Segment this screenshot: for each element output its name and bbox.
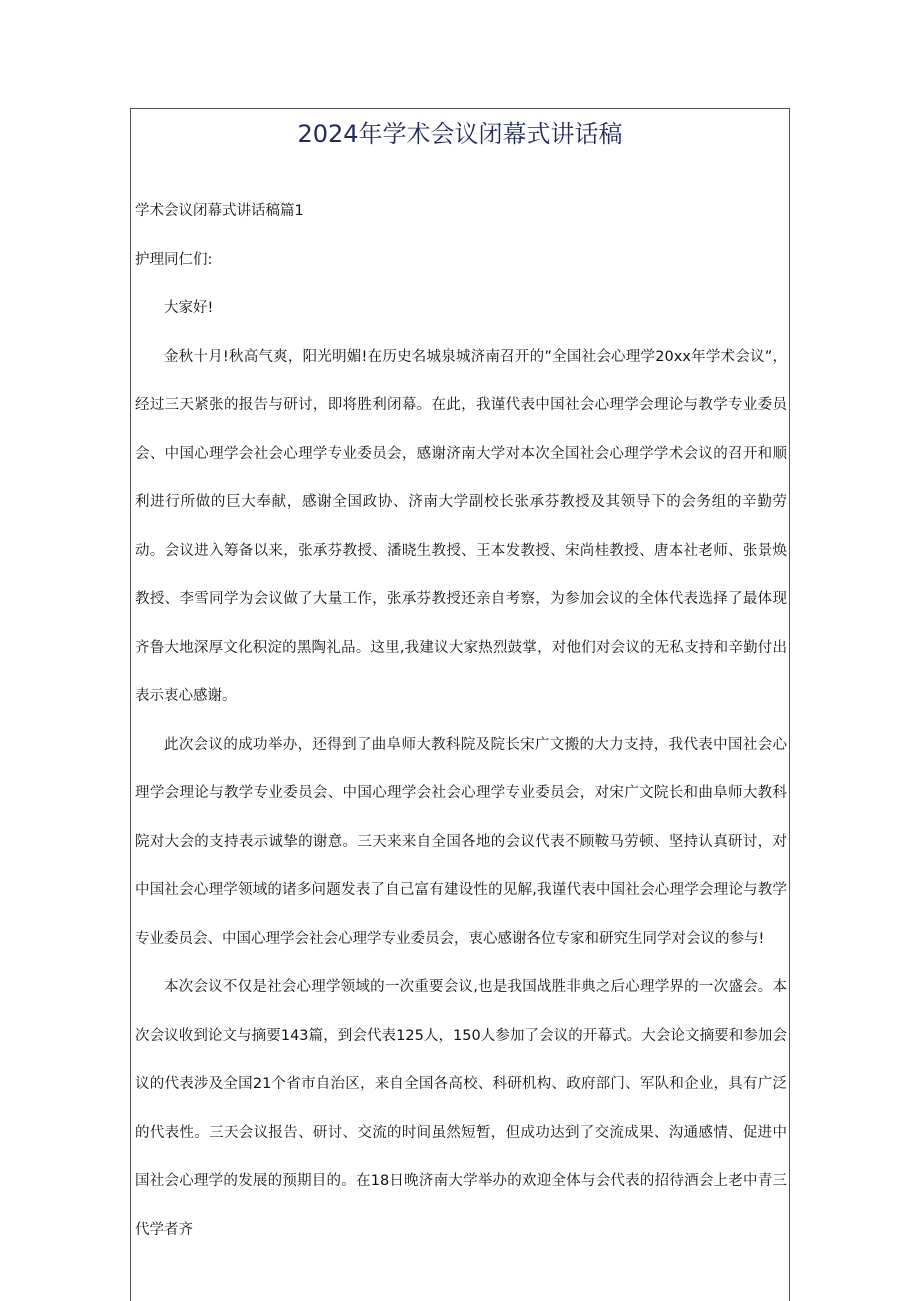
paragraph-1: 金秋十月!秋高气爽，阳光明媚!在历史名城泉城济南召开的”全国社会心理学20xx年学术会议”，经过三天紧张的报告与研讨，即将胜利闭幕。在此，我谨代表中国社会心理学会理论与教学专业委员会、中国心理学会社会心理学专业委员会，感谢济南大学对本次全国社会心理学学术会议的召开和顺利进行所做的巨大奉献，感谢全国政协、济南大学副校长张承芬教授及其领导下的会务组的辛勤劳动。会议进入筹备以来，张承芬教授、潘晓生教授、王本发教授、宋尚桂教授、唐本社老师、张景焕教授、李雪同学为会议做了大量工作，张承芬教授还亲自考察，为参加会议的全体代表选择了最体现齐鲁大地深厚文化积淀的黑陶礼品。这里,我建议大家热烈鼓掌，对他们对会议的无私支持和辛勤付出表示衷心感谢。 [135, 348, 787, 704]
salutation: 护理同仁们: [135, 251, 213, 268]
greeting: 大家好! [164, 300, 214, 316]
document-title: 2024年学术会议闭幕式讲话稿 [297, 120, 623, 148]
document-body [135, 187, 787, 1254]
paragraph-3: 本次会议不仅是社会心理学领域的一次重要会议,也是我国战胜非典之后心理学界的一次盛会。本次会议收到论文与摘要143篇，到会代表125人，150人参加了会议的开幕式。大会论文摘要和参加会议的代表涉及全国21个省市自治区，来自全国各高校、科研机构、政府部门、军队和企业，具有广泛的代表性。三天会议报告、研讨、交流的时间虽然短暂，但成功达到了交流成果、沟通感情、促进中国社会心理学的发展的预期目的。在18日晚济南大学举办的欢迎全体与会代表的招待酒会上老中青三代学者齐 [135, 979, 787, 1238]
section-heading: 学术会议闭幕式讲话稿篇1 [135, 203, 304, 219]
document-page [130, 108, 790, 1301]
paragraph-2: 此次会议的成功举办，还得到了曲阜师大教科院及院长宋广文搬的大力支持，我代表中国社会心理学会理论与教学专业委员会、中国心理学会社会心理学专业委员会，对宋广文院长和曲阜师大教科院对大会的支持表示诚挚的谢意。三天来来自全国各地的会议代表不顾鞍马劳顿、坚持认真研讨，对中国社会心理学领域的诸多问题发表了自己富有建设性的见解,我谨代表中国社会心理学会理论与教学专业委员会、中国心理学会社会心理学专业委员会，衷心感谢各位专家和研究生同学对会议的参与! [135, 736, 787, 947]
